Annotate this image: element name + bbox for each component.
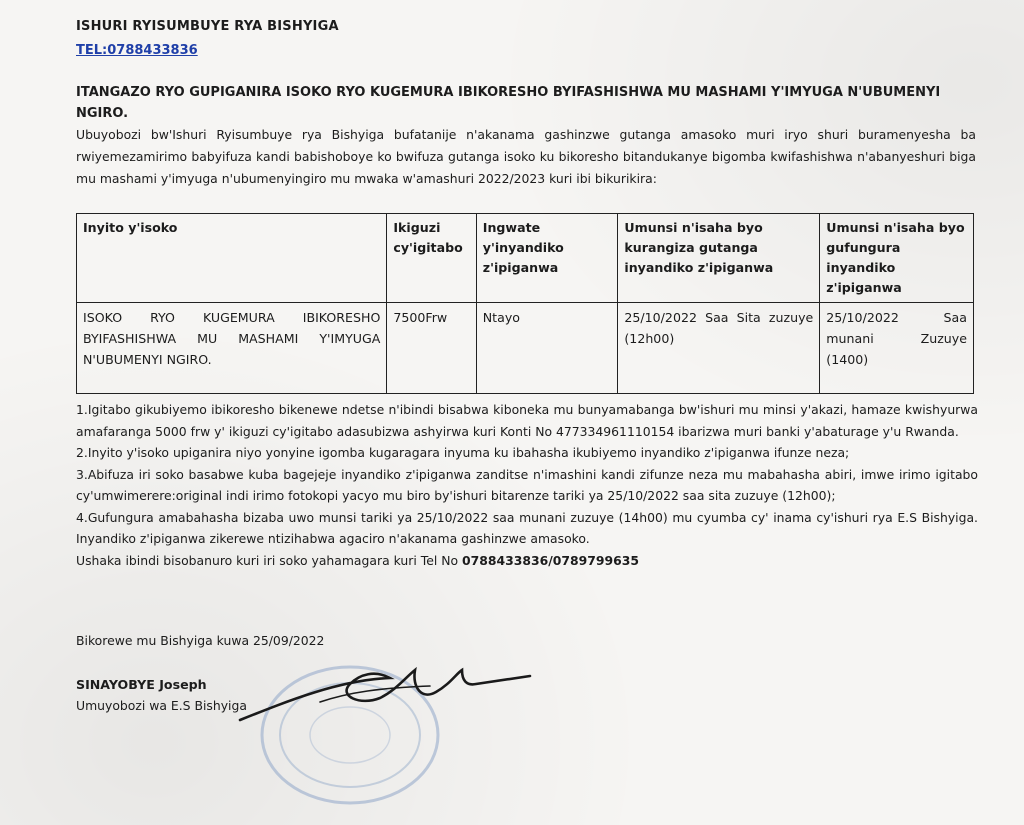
cell-book-price: 7500Frw <box>387 303 476 394</box>
cell-opening-time: 25/10/2022 Saa munani Zuzuye (1400) <box>820 303 974 394</box>
header-bid-security: Ingwate y'inyandiko z'ipiganwa <box>476 214 618 303</box>
issue-date: Bikorewe mu Bishyiga kuwa 25/09/2022 <box>76 633 325 648</box>
header-book-price: Ikiguzi cy'igitabo <box>387 214 476 303</box>
contact-phones: 0788433836/0789799635 <box>461 552 639 568</box>
header-opening-time: Umunsi n'isaha byo gufungura inyandiko z'ipiganwa <box>820 214 974 303</box>
contact-line <box>76 550 978 572</box>
table-header-row <box>77 214 974 303</box>
school-telephone-link[interactable]: TEL:0788433836 <box>76 43 198 58</box>
header-tender-name: Inyito y'isoko <box>77 214 387 303</box>
cell-tender-name: ISOKO RYO KUGEMURA IBIKORESHO BYIFASHISHWA MU MASHAMI Y'IMYUGA N'UBUMENYI NGIRO. <box>77 303 387 394</box>
school-name: ISHURI RYISUMBUYE RYA BISHYIGA <box>76 19 339 34</box>
note-item: 1.Igitabo gikubiyemo ibikoresho bikenewe ndetse n'ibindi bisabwa kiboneka mu bunyamabanga bw'ishuri mu minsi y'akazi, hamaze kwishyurwa amafaranga 5000 frw y' ikiguzi cy'igitabo adasubizwa ashyirwa kuri Konti No 477334961110154 ibarizwa muri banki y'abaturage y'u Rwanda. <box>76 402 978 439</box>
table-row <box>77 303 974 394</box>
note-item: 2.Inyito y'isoko upiganira niyo yonyine igomba kugaragara inyuma ku ibahasha ikubiyemo inyandiko z'ipiganwa ifunze neza; <box>76 445 850 460</box>
intro-paragraph: Ubuyobozi bw'Ishuri Ryisumbuye rya Bishyiga bufatanije n'akanama gashinzwe gutanga amasoko muri iryo shuri buramenyesha ba rwiyemezamirimo babyifuza kandi babishoboye ko bwifuza gutanga isoko ku bikoresho bitandukanye bigomba kwifashishwa n'abanyeshuri biga mu mashami y'imyuga n'ubumenyingiro mu mwaka w'amashuri 2022/2023 kuri ibi bikurikira: <box>76 127 976 186</box>
tender-table <box>76 213 974 394</box>
note-item: 4.Gufungura amabahasha bizaba uwo munsi tariki ya 25/10/2022 saa munani zuzuye (14h00) mu cyumba cy' inama cy'ishuri rya E.S Bishyiga. Inyandiko z'ipiganwa zikerewe ntizihabwa agaciro n'akanama gashinzwe amasoko. <box>76 509 978 546</box>
signature-icon <box>200 640 550 740</box>
notes-section <box>76 399 978 571</box>
notice-title: ITANGAZO RYO GUPIGANIRA ISOKO RYO KUGEMURA IBIKORESHO BYIFASHISHWA MU MASHAMI Y'IMYUGA N'UBUMENYI NGIRO. <box>76 85 941 121</box>
cell-bid-security: Ntayo <box>476 303 618 394</box>
contact-text: Ushaka ibindi bisobanuro kuri iri soko yahamagara kuri Tel No <box>76 552 462 568</box>
header-submission-deadline: Umunsi n'isaha byo kurangiza gutanga inyandiko z'ipiganwa <box>618 214 820 303</box>
note-item: 3.Abifuza iri soko basabwe kuba bagejeje inyandiko z'ipiganwa zanditse n'imashini kandi zifunze neza mu mabahasha abiri, imwe irimo igitabo cy'umwimerere:original indi irimo fotokopi yacyo mu biro by'ishuri bitarenze tariki ya 25/10/2022 saa sita zuzuye (12h00); <box>76 466 978 503</box>
signer-title: Umuyobozi wa E.S Bishyiga <box>76 698 247 713</box>
signer-name: SINAYOBYE Joseph <box>76 677 207 692</box>
cell-submission-deadline: 25/10/2022 Saa Sita zuzuye (12h00) <box>618 303 820 394</box>
